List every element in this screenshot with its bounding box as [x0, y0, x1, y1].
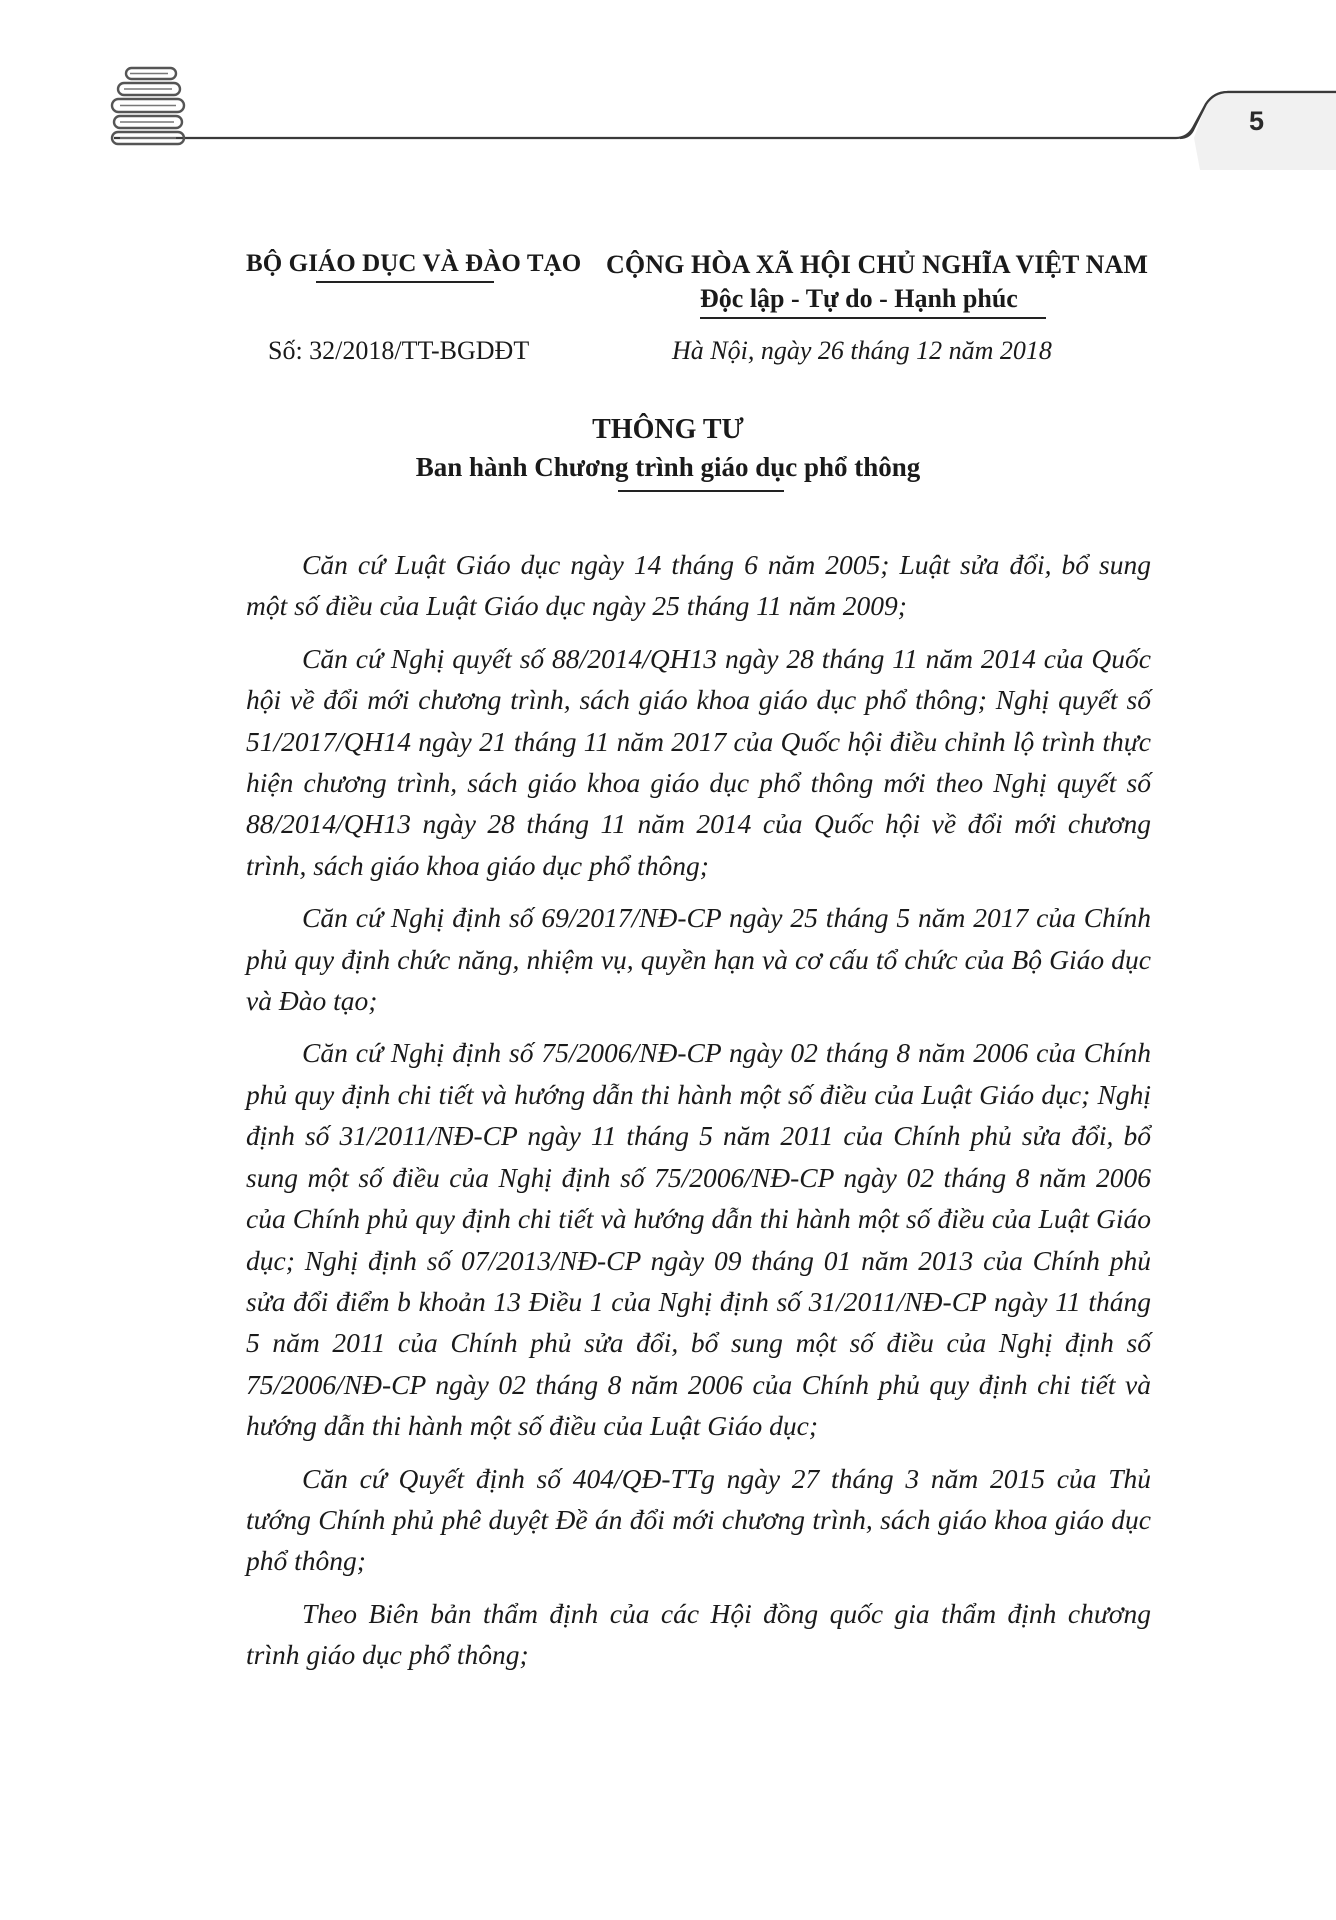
agency-underline: [316, 281, 494, 283]
stacked-books-icon: [108, 66, 198, 146]
national-motto: Độc lập - Tự do - Hạnh phúc: [700, 284, 1018, 313]
issuing-agency: BỘ GIÁO DỤC VÀ ĐÀO TẠO: [246, 250, 582, 277]
document-number: Số: 32/2018/TT-BGDĐT: [268, 336, 530, 365]
preamble-paragraph: Căn cứ Quyết định số 404/QĐ-TTg ngày 27 tháng 3 năm 2015 của Thủ tướng Chính phủ phê duyệt Đề án đổi mới chương trình, sách giáo khoa giáo dục phổ thông;: [246, 1462, 1151, 1577]
preamble-paragraph: Căn cứ Nghị quyết số 88/2014/QH13 ngày 28 tháng 11 năm 2014 của Quốc hội về đổi mới chương trình, sách giáo khoa giáo dục phổ thông; Nghị quyết số 51/2017/QH14 ngày 21 tháng 11 năm 2017 của Quốc hội điều chỉnh lộ trình thực hiện chương trình, sách giáo khoa giáo dục phổ thông mới theo Nghị quyết số 88/2014/QH13 ngày 28 tháng 11 năm 2014 của Quốc hội về đổi mới chương trình, sách giáo khoa giáo dục phổ thông;: [246, 642, 1151, 881]
national-title: CỘNG HÒA XÃ HỘI CHỦ NGHĨA VIỆT NAM: [606, 250, 1148, 279]
motto-underline: [700, 317, 1046, 319]
preamble-paragraph: Căn cứ Luật Giáo dục ngày 14 tháng 6 năm 2005; Luật sửa đổi, bổ sung một số điều của Luật Giáo dục ngày 25 tháng 11 năm 2009;: [246, 549, 1151, 622]
document-subject: Ban hành Chương trình giáo dục phổ thông: [415, 452, 921, 482]
preamble-paragraph: Căn cứ Nghị định số 69/2017/NĐ-CP ngày 25 tháng 5 năm 2017 của Chính phủ quy định chức năng, nhiệm vụ, quyền hạn và cơ cấu tổ chức của Bộ Giáo dục và Đào tạo;: [246, 902, 1151, 1017]
letterhead: [0, 240, 1336, 380]
preamble: [246, 544, 1151, 1687]
preamble-paragraph: Căn cứ Nghị định số 75/2006/NĐ-CP ngày 02 tháng 8 năm 2006 của Chính phủ quy định chi tiết và hướng dẫn thi hành một số điều của Luật Giáo dục; Nghị định số 31/2011/NĐ-CP ngày 11 tháng 5 năm 2011 của Chính phủ sửa đổi, bổ sung một số điều của Nghị định số 75/2006/NĐ-CP ngày 02 tháng 8 năm 2006 của Chính phủ quy định chi tiết và hướng dẫn thi hành một số điều của Luật Giáo dục; Nghị định số 07/2013/NĐ-CP ngày 09 tháng 01 năm 2013 của Chính phủ sửa đổi điểm b khoản 13 Điều 1 của Nghị định số 31/2011/NĐ-CP ngày 11 tháng 5 năm 2011 của Chính phủ sửa đổi, bổ sung một số điều của Nghị định số 75/2006/NĐ-CP ngày 02 tháng 8 năm 2006 của Chính phủ quy định chi tiết và hướng dẫn thi hành một số điều của Luật Giáo dục;: [246, 1037, 1151, 1442]
preamble-paragraph: Theo Biên bản thẩm định của các Hội đồng quốc gia thẩm định chương trình giáo dục phổ thông;: [246, 1597, 1151, 1671]
document-type-title: THÔNG TƯ: [592, 414, 744, 445]
page-header: [0, 0, 1336, 170]
header-rule: [0, 0, 1336, 170]
page-number: 5: [1248, 106, 1264, 136]
subject-underline: [618, 490, 784, 492]
place-and-date: Hà Nội, ngày 26 tháng 12 năm 2018: [672, 336, 1052, 365]
